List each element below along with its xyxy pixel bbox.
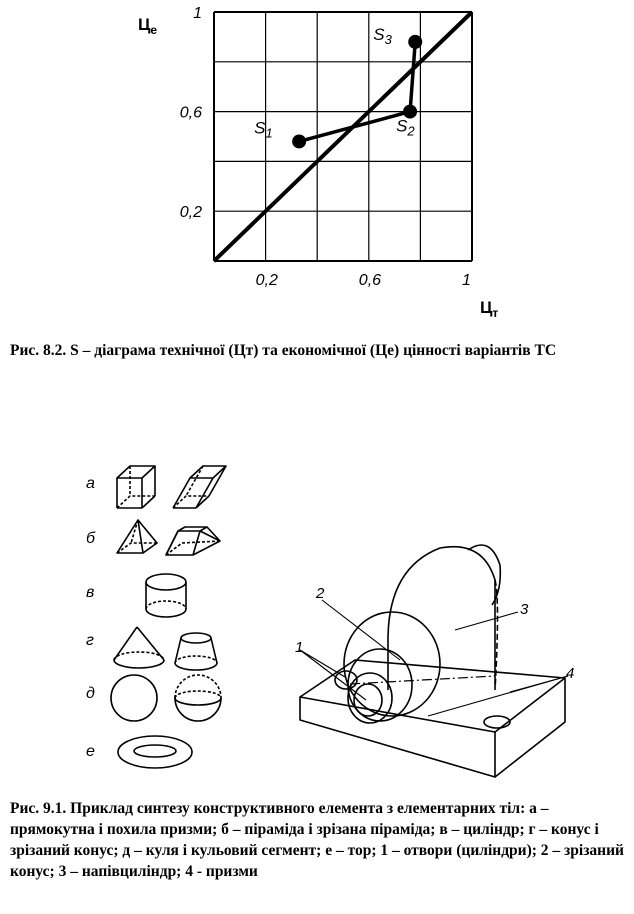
figure-8-2-caption: Рис. 8.2. S – діаграма технічної (Цт) та економічної (Це) цінності варіантів ТС <box>10 342 557 359</box>
row-label-g: г <box>86 632 94 649</box>
row-label-e: е <box>86 743 95 760</box>
s-diagram-chart <box>0 0 634 330</box>
sphere-icon <box>111 675 157 721</box>
point-label-s2: $S_2$ <box>396 116 415 139</box>
oblique-prism-icon <box>173 466 226 508</box>
y-tick-label: 1 <box>193 5 202 22</box>
elementary-bodies-figure <box>0 440 634 790</box>
y-axis-label: $Ц_е$ <box>138 15 158 37</box>
hole-right <box>484 716 510 728</box>
base-right-face <box>495 678 565 777</box>
half-cylinder <box>388 547 495 690</box>
point-s1 <box>292 134 306 148</box>
callout-1: 1 <box>295 639 304 656</box>
truncated-cone-icon <box>175 633 217 670</box>
point-label-s3: $S_3$ <box>373 24 392 47</box>
callout-3: 3 <box>520 601 529 618</box>
x-tick-label: 0,2 <box>255 272 278 289</box>
torus-icon <box>118 736 192 768</box>
cone-icon <box>114 627 164 668</box>
row-label-b: б <box>86 530 95 547</box>
callout-2: 2 <box>316 585 325 602</box>
y-tick-label: 0,2 <box>179 204 202 222</box>
x-tick-label: 1 <box>462 272 471 289</box>
truncated-pyramid-icon <box>166 527 220 555</box>
point-s3 <box>408 35 422 49</box>
connector-line <box>410 42 415 112</box>
pyramid-icon <box>117 520 157 553</box>
figure-9-1-caption: Рис. 9.1. Приклад синтезу конструктивного елемента з елементарних тіл: а – прямокутна і похила призми; б – піраміда і зрізана піраміда; в – циліндр; г – конус і зрізаний конус; д – куля і кульовий сегмент; е – тор; 1 – отвори (циліндри); 2 – зрізаний конус; 3 – напівциліндр; 4 - призми <box>10 800 624 880</box>
synthesized-part-drawing <box>295 545 574 777</box>
x-tick-label: 0,6 <box>358 272 382 289</box>
rectangular-prism-icon <box>117 466 155 508</box>
tick-labels <box>180 5 471 289</box>
y-tick-label: 0,6 <box>179 104 202 122</box>
spherical-segment-icon <box>175 675 221 721</box>
row-labels <box>86 475 96 760</box>
point-label-s1: $S_1$ <box>254 118 273 141</box>
diagonal-line <box>214 12 472 261</box>
x-axis-label: $Ц_т$ <box>480 298 499 320</box>
base-front-face <box>300 697 495 777</box>
row-label-d: д <box>86 685 95 702</box>
row-label-v: в <box>86 584 95 601</box>
cylinder-icon <box>146 574 186 617</box>
base-top-face <box>300 660 565 732</box>
callout-4: 4 <box>566 665 575 682</box>
connector-line <box>299 112 410 142</box>
row-label-a: а <box>86 475 95 492</box>
